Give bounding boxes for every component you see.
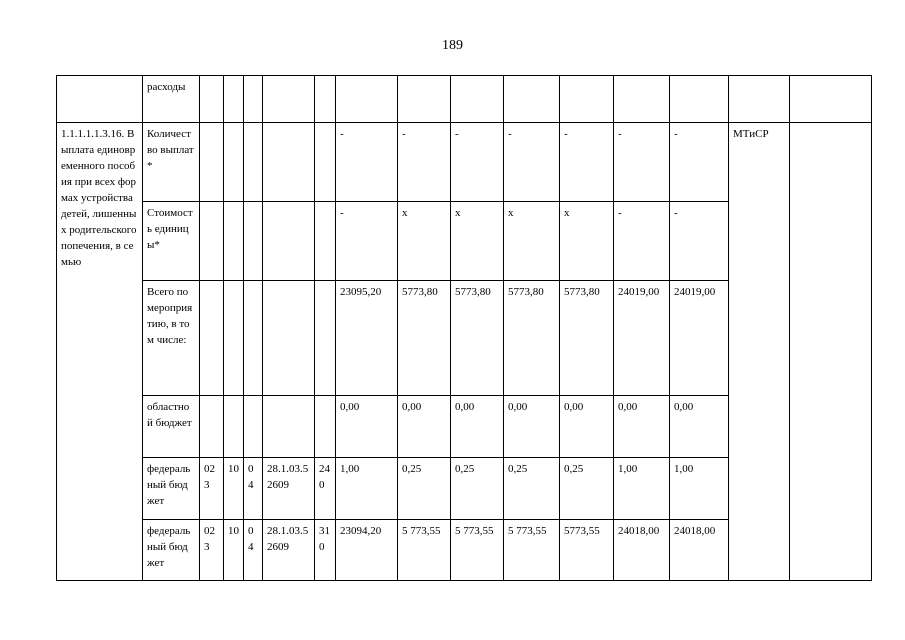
indicator-cell: Всего по мероприятию, в том числе: [143,281,200,396]
value-cell: х [560,202,614,281]
code-cell [315,281,336,396]
value-cell: 0,00 [560,396,614,458]
value-cell: 24018,00 [614,520,670,581]
value-cell: 23095,20 [336,281,398,396]
code-cell [224,281,244,396]
value-cell: 5773,80 [504,281,560,396]
code-cell: 10 [224,520,244,581]
code-cell [263,123,315,202]
code-cell: 023 [200,520,224,581]
value-cell: 0,25 [560,458,614,520]
code-cell [200,202,224,281]
value-cell: х [398,202,451,281]
value-cell: 5773,55 [560,520,614,581]
code-cell [224,396,244,458]
indicator-cell: Стоимость единицы* [143,202,200,281]
code-cell [315,76,336,123]
code-cell [315,202,336,281]
value-cell: - [336,123,398,202]
value-cell: 0,00 [614,396,670,458]
value-cell: - [614,202,670,281]
code-cell [263,396,315,458]
code-cell [244,123,263,202]
value-cell [614,76,670,123]
value-cell: х [451,202,504,281]
value-cell: - [560,123,614,202]
value-cell: 5 773,55 [504,520,560,581]
value-cell: - [504,123,560,202]
code-cell [200,396,224,458]
code-cell [200,76,224,123]
code-cell [224,202,244,281]
budget-table [56,75,872,581]
value-cell: - [451,123,504,202]
code-cell [244,202,263,281]
code-cell: 04 [244,458,263,520]
value-cell: 5 773,55 [451,520,504,581]
executor-cell [729,76,790,123]
code-cell [263,76,315,123]
measure-name-cell [57,76,143,123]
value-cell: 5773,80 [560,281,614,396]
value-cell: 0,00 [451,396,504,458]
value-cell: 1,00 [614,458,670,520]
code-cell [200,281,224,396]
note-cell [790,76,872,123]
code-cell: 10 [224,458,244,520]
code-cell [244,281,263,396]
value-cell: 24018,00 [670,520,729,581]
code-cell [244,396,263,458]
value-cell: 1,00 [336,458,398,520]
value-cell: - [670,202,729,281]
value-cell: 0,00 [504,396,560,458]
value-cell: 5773,80 [398,281,451,396]
code-cell [224,123,244,202]
page-number: 189 [442,38,463,53]
indicator-cell: федеральный бюджет [143,458,200,520]
note-cell [790,123,872,581]
executor-cell: МТиСР [729,123,790,581]
code-cell [263,281,315,396]
value-cell: х [504,202,560,281]
indicator-cell: областной бюджет [143,396,200,458]
table-row-top-fragment [57,76,872,123]
value-cell [504,76,560,123]
code-cell [200,123,224,202]
value-cell: 5 773,55 [398,520,451,581]
code-cell: 28.1.03.52609 [263,458,315,520]
value-cell: 24019,00 [670,281,729,396]
value-cell: 0,25 [398,458,451,520]
indicator-cell: расходы [143,76,200,123]
code-cell: 240 [315,458,336,520]
value-cell: 0,25 [504,458,560,520]
code-cell [263,202,315,281]
value-cell: - [336,202,398,281]
value-cell: 5773,80 [451,281,504,396]
code-cell [244,76,263,123]
measure-name-cell: 1.1.1.1.1.3.16. Выплата единовременного пособия при всех формах устройства детей, лишенных родительского попечения, в семью [57,123,143,581]
code-cell [224,76,244,123]
value-cell [670,76,729,123]
table-row [57,123,872,202]
indicator-cell: Количество выплат* [143,123,200,202]
code-cell: 28.1.03.52609 [263,520,315,581]
value-cell: 1,00 [670,458,729,520]
value-cell: - [670,123,729,202]
value-cell [336,76,398,123]
code-cell: 310 [315,520,336,581]
code-cell [315,396,336,458]
value-cell [560,76,614,123]
value-cell: 23094,20 [336,520,398,581]
value-cell: 0,00 [670,396,729,458]
value-cell [451,76,504,123]
value-cell: 24019,00 [614,281,670,396]
value-cell [398,76,451,123]
value-cell: 0,25 [451,458,504,520]
value-cell: - [614,123,670,202]
code-cell [315,123,336,202]
value-cell: - [398,123,451,202]
value-cell: 0,00 [336,396,398,458]
code-cell: 023 [200,458,224,520]
code-cell: 04 [244,520,263,581]
indicator-cell: федеральный бюджет [143,520,200,581]
value-cell: 0,00 [398,396,451,458]
